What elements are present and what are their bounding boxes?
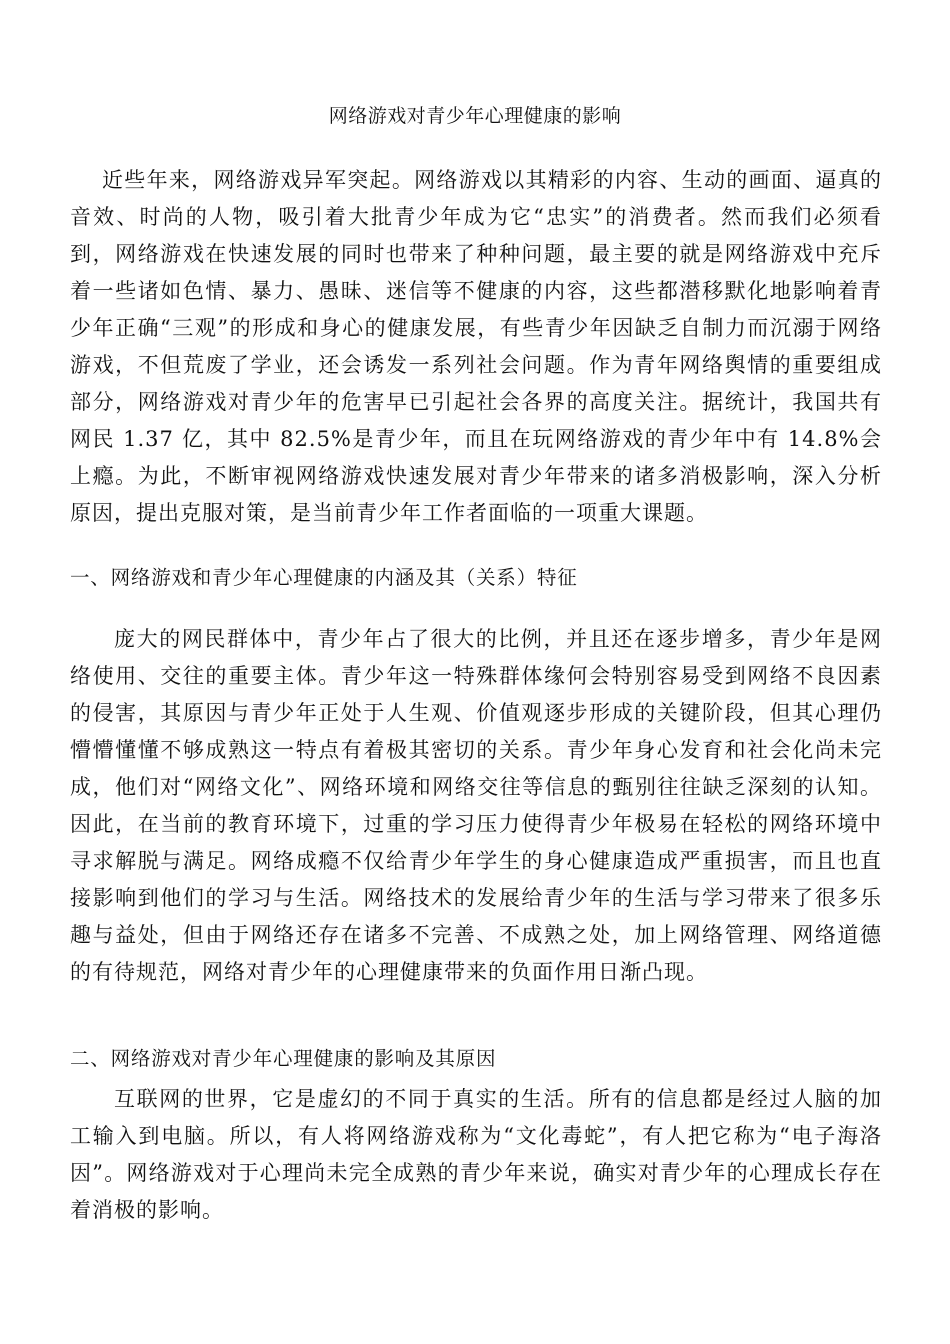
section-1-heading: 一、网络游戏和青少年心理健康的内涵及其（关系）特征: [70, 566, 578, 589]
section-1-paragraph: 庞大的网民群体中，青少年占了很大的比例，并且还在逐步增多，青少年是网络使用、交往的重要主体。青少年这一特殊群体缘何会特别容易受到网络不良因素的侵害，其原因与青少年正处于人生观、价值观逐步形成的关键阶段，但其心理仍懵懵懂懂不够成熟这一特点有着极其密切的关系。青少年身心发育和社会化尚未完成，他们对“网络文化”、网络环境和网络交往等信息的甄别往往缺乏深刻的认知。因此，在当前的教育环境下，过重的学习压力使得青少年极易在轻松的网络环境中寻求解脱与满足。网络成瘾不仅给青少年学生的身心健康造成严重损害，而且也直接影响到他们的学习与生活。网络技术的发展给青少年的生活与学习带来了很多乐趣与益处，但由于网络还存在诸多不完善、不成熟之处，加上网络管理、网络道德的有待规范，网络对青少年的心理健康带来的负面作用日渐凸现。: [70, 627, 882, 984]
intro-paragraph: 近些年来，网络游戏异军突起。网络游戏以其精彩的内容、生动的画面、逼真的音效、时尚的人物，吸引着大批青少年成为它“忠实”的消费者。然而我们必须看到，网络游戏在快速发展的同时也带来了种种问题，最主要的就是网络游戏中充斥着一些诸如色情、暴力、愚昧、迷信等不健康的内容，这些都潜移默化地影响着青少年正确“三观”的形成和身心的健康发展，有些青少年因缺乏自制力而沉溺于网络游戏，不但荒废了学业，还会诱发一系列社会问题。作为青年网络舆情的重要组成部分，网络游戏对青少年的危害早已引起社会各界的高度关注。据统计，我国共有网民 1.37 亿，其中 82.5%是青少年，而且在玩网络游戏的青少年中有 14.8%会上瘾。为此，不断审视网络游戏快速发展对青少年带来的诸多消极影响，深入分析原因，提出克服对策，是当前青少年工作者面临的一项重大课题。: [70, 168, 882, 525]
document-title: 网络游戏对青少年心理健康的影响: [328, 105, 622, 127]
section-2-heading: 二、网络游戏对青少年心理健康的影响及其原因: [70, 1047, 497, 1070]
section-2-paragraph: 互联网的世界，它是虚幻的不同于真实的生活。所有的信息都是经过人脑的加工输入到电脑。所以，有人将网络游戏称为“文化毒蛇”，有人把它称为“电子海洛因”。网络游戏对于心理尚未完全成熟的青少年来说，确实对青少年的心理成长存在着消极的影响。: [70, 1087, 882, 1222]
